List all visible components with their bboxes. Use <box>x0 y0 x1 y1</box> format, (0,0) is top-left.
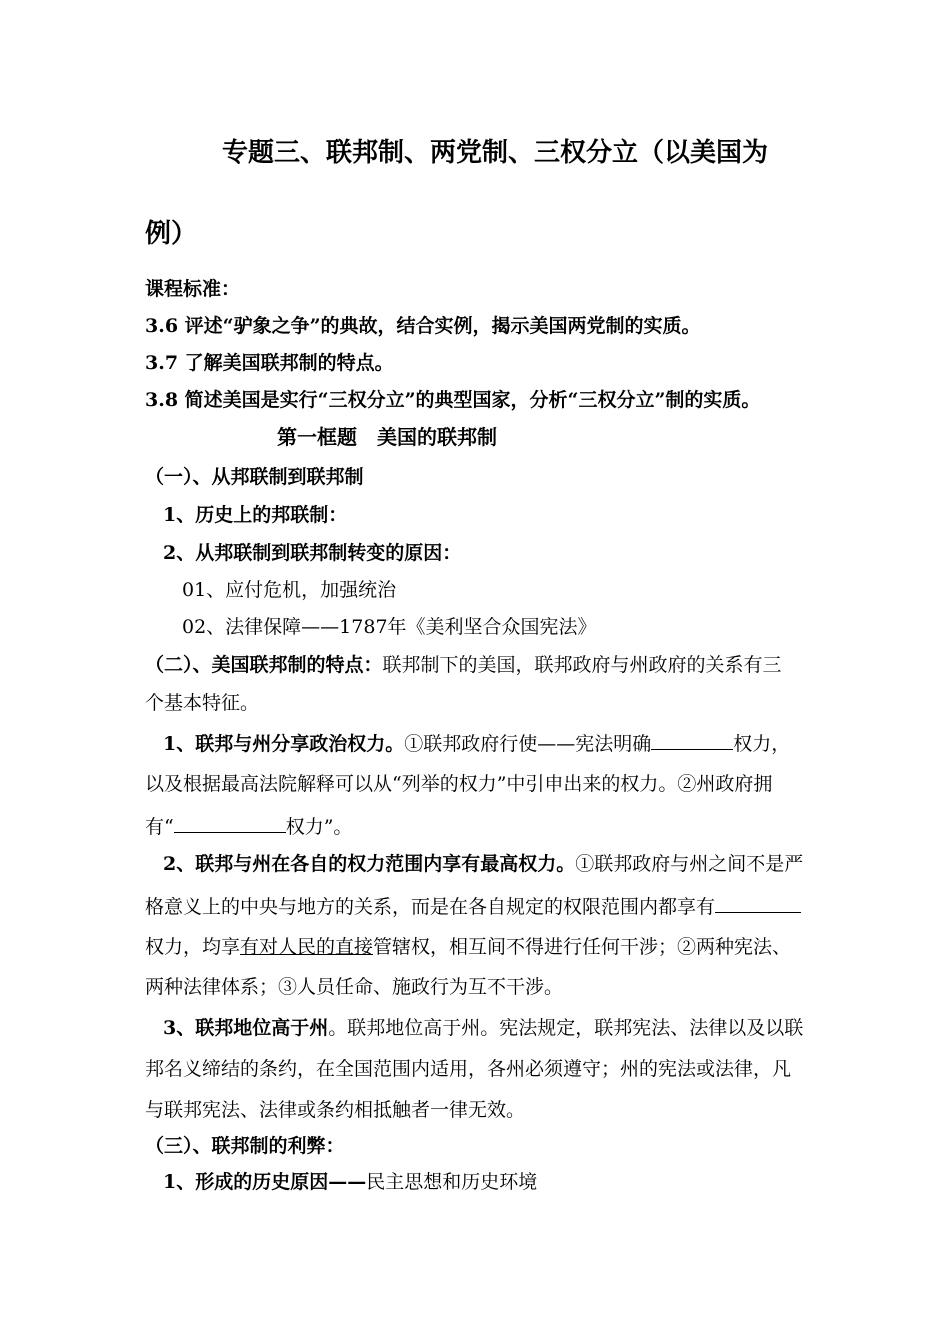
part3-item-1-label: 1、形成的历史原因—— <box>163 1171 367 1193</box>
part2-heading-line <box>145 653 782 677</box>
standard-item-3-7: 3.7 了解美国联邦制的特点。 <box>145 352 394 374</box>
feature-2-text: ①联邦政府与州之间不是严 <box>575 853 804 875</box>
feature-1-text-tail: 权力”。 <box>285 816 353 838</box>
feature-2-line-2 <box>145 894 801 919</box>
part2-intro: 联邦制下的美国，联邦政府与州政府的关系有三 <box>382 654 782 676</box>
part1-sub-item-2: 02、法律保障——1787年《美利坚合众国宪法》 <box>182 616 597 638</box>
feature-1-text: ①联邦政府行使——宪法明确 <box>404 733 652 755</box>
fill-blank-1[interactable] <box>651 731 733 750</box>
part1-item-2: 2、从邦联制到联邦制转变的原因： <box>163 542 462 564</box>
part1-item-1: 1、历史上的邦联制： <box>163 504 348 526</box>
feature-3-label: 3、联邦地位高于州 <box>163 1017 329 1039</box>
part1-heading: （一）、从邦联制到联邦制 <box>145 466 364 488</box>
part1-sub-item-1: 01、应付危机，加强统治 <box>182 579 397 601</box>
part2-intro-line-2: 个基本特征。 <box>145 692 260 714</box>
part3-item-1 <box>163 1170 537 1194</box>
section-title: 第一框题 美国的联邦制 <box>277 425 497 449</box>
feature-2-line-1 <box>163 852 803 876</box>
document-title-line-1: 专题三、联邦制、两党制、三权分立（以美国为 <box>222 138 769 168</box>
feature-2-line-4: 两种法律体系；③人员任命、施政行为互不干涉。 <box>145 976 564 998</box>
feature-1-text-end: 权力， <box>733 733 791 755</box>
feature-3-text: 。联邦地位高于州。宪法规定，联邦宪法、法律以及以联 <box>328 1017 804 1039</box>
feature-1-line-3 <box>145 814 352 839</box>
part3-item-1-text: 民主思想和历史环境 <box>366 1171 538 1193</box>
feature-1-text-start: 有“ <box>145 816 174 838</box>
document-title-line-2: 例） <box>145 219 198 249</box>
standard-item-3-8: 3.8 简述美国是实行“三权分立”的典型国家，分析“三权分立”制的实质。 <box>145 389 761 411</box>
feature-1-label: 1、联邦与州分享政治权力。 <box>163 733 405 755</box>
feature-1-line-1 <box>163 731 790 756</box>
feature-3-line-2: 邦名义缔结的条约，在全国范围内适用，各州必须遵守；州的宪法或法律，凡 <box>145 1058 792 1080</box>
fill-blank-3[interactable] <box>715 894 801 913</box>
feature-2-text-2: 格意义上的中央与地方的关系，而是在各自规定的权限范围内都享有 <box>145 896 716 918</box>
standards-heading: 课程标准： <box>145 278 241 300</box>
feature-2-label: 2、联邦与州在各自的权力范围内享有最高权力。 <box>163 853 576 875</box>
part2-heading: （二）、美国联邦制的特点： <box>145 654 383 676</box>
part3-heading: （三）、联邦制的利弊： <box>145 1135 345 1157</box>
feature-1-line-2: 以及根据最高法院解释可以从“列举的权力”中引申出来的权力。②州政府拥 <box>145 773 773 795</box>
feature-2-line-3 <box>145 935 791 959</box>
feature-3-line-1 <box>163 1016 803 1040</box>
feature-3-line-3: 与联邦宪法、法律或条约相抵触者一律无效。 <box>145 1099 526 1121</box>
fill-blank-2[interactable] <box>174 814 286 833</box>
feature-2-text-3: 权力，均享 <box>145 936 241 958</box>
underlined-phrase: 有对人民的直接 <box>240 936 374 958</box>
standard-item-3-6: 3.6 评述“驴象之争”的典故，结合实例，揭示美国两党制的实质。 <box>145 315 701 337</box>
feature-2-text-4: 管辖权，相互间不得进行任何干涉；②两种宪法、 <box>373 936 792 958</box>
